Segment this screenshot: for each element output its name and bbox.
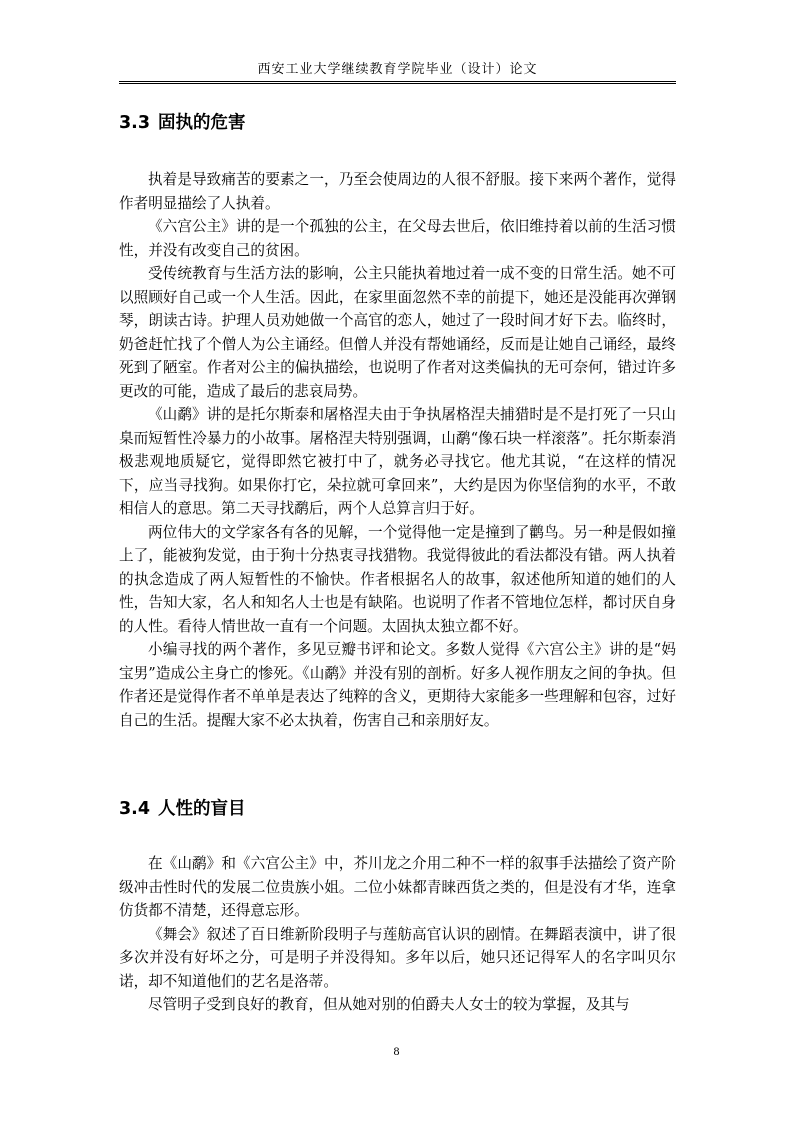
section-body-3-3 xyxy=(119,168,676,732)
paragraph: 《山鹬》讲的是托尔斯泰和屠格涅夫由于争执屠格涅夫捕猎时是不是打死了一只山臬而短暂性冷暴力的小故事。屠格涅夫特别强调，山鹬“像石块一样滚落”。托尔斯泰消极悲观地质疑它，觉得即然它被打中了，就务必寻找它。他尤其说，“在这样的情况下，应当寻找狗。如果你打它，朵拉就可拿回来”，大约是因为你坚信狗的水平，不敢相信人的意思。第二天寻找鹬后，两个人总算言归于好。 xyxy=(119,406,676,517)
header-rule xyxy=(119,81,676,82)
paragraph: 《六宫公主》讲的是一个孤独的公主，在父母去世后，依旧维持着以前的生活习惯性，并没有改变自己的贫困。 xyxy=(119,218,676,259)
section-body-3-4 xyxy=(119,852,676,1017)
paragraph: 执着是导致痛苦的要素之一，乃至会使周边的人很不舒服。接下来两个著作，觉得作者明显描绘了人执着。 xyxy=(119,171,676,212)
section-heading-3-4 xyxy=(119,797,246,821)
section-title: 人性的盲目 xyxy=(158,799,246,819)
header-rule-secondary xyxy=(119,83,676,84)
section-number: 3.4 xyxy=(119,799,151,819)
section-title: 固执的危害 xyxy=(158,113,246,133)
paragraph: 小编寻找的两个著作，多见豆瓣书评和论文。多数人觉得《六宫公主》讲的是“妈宝男”造成公主身亡的惨死。《山鹬》并没有别的剖析。好多人视作朋友之间的争执。但作者还是觉得作者不单单是表达了纯粹的含义，更期待大家能多一些理解和包容，过好自己的生活。提醒大家不必太执着，伤害自己和亲朋好友。 xyxy=(119,641,676,729)
paragraph: 在《山鹬》和《六宫公主》中，芥川龙之介用二种不一样的叙事手法描绘了资产阶级冲击性时代的发展二位贵族小姐。二位小妹都青睐西货之类的，但是没有才华，连拿仿货都不清楚，还得意忘形。 xyxy=(119,855,676,919)
running-header: 西安工业大学继续教育学院毕业（设计）论文 xyxy=(257,62,538,77)
paragraph: 两位伟大的文学家各有各的见解，一个觉得他一定是撞到了鹳鸟。另一种是假如撞上了，能被狗发觉，由于狗十分热衷寻找猎物。我觉得彼此的看法都没有错。两人执着的执念造成了两人短暂性的不愉快。作者根据名人的故事，叙述他所知道的她们的人性，告知大家，名人和知名人士也是有缺陷。也说明了作者不管地位怎样，都讨厌自身的人性。看待人情世故一直有一个问题。太固执太独立都不好。 xyxy=(119,523,676,635)
page-number: 8 xyxy=(393,1044,400,1058)
paragraph: 尽管明子受到良好的教育，但从她对别的伯爵夫人女士的较为掌握，及其与 xyxy=(148,996,630,1013)
section-heading-3-3 xyxy=(119,111,246,135)
section-number: 3.3 xyxy=(119,113,151,133)
paragraph: 《舞会》叙述了百日维新阶段明子与莲舫高官认识的剧情。在舞蹈表演中，讲了很多次并没有好坏之分，可是明子并没得知。多年以后，她只还记得军人的名字叫贝尔诺，却不知道他们的艺名是洛蒂。 xyxy=(119,925,676,990)
paragraph: 受传统教育与生活方法的影响，公主只能执着地过着一成不变的日常生活。她不可以照顾好自己或一个人生活。因此，在家里面忽然不幸的前提下，她还是没能再次弹钢琴，朗读古诗。护理人员劝她做一个高官的恋人，她过了一段时间才好下去。临终时，奶爸赶忙找了个僧人为公主诵经。但僧人并没有帮她诵经，反而是让她自己诵经，最终死到了陋室。作者对公主的偏执描绘，也说明了作者对这类偏执的无可奈何，错过许多更改的可能，造成了最后的悲哀局势。 xyxy=(119,265,676,400)
